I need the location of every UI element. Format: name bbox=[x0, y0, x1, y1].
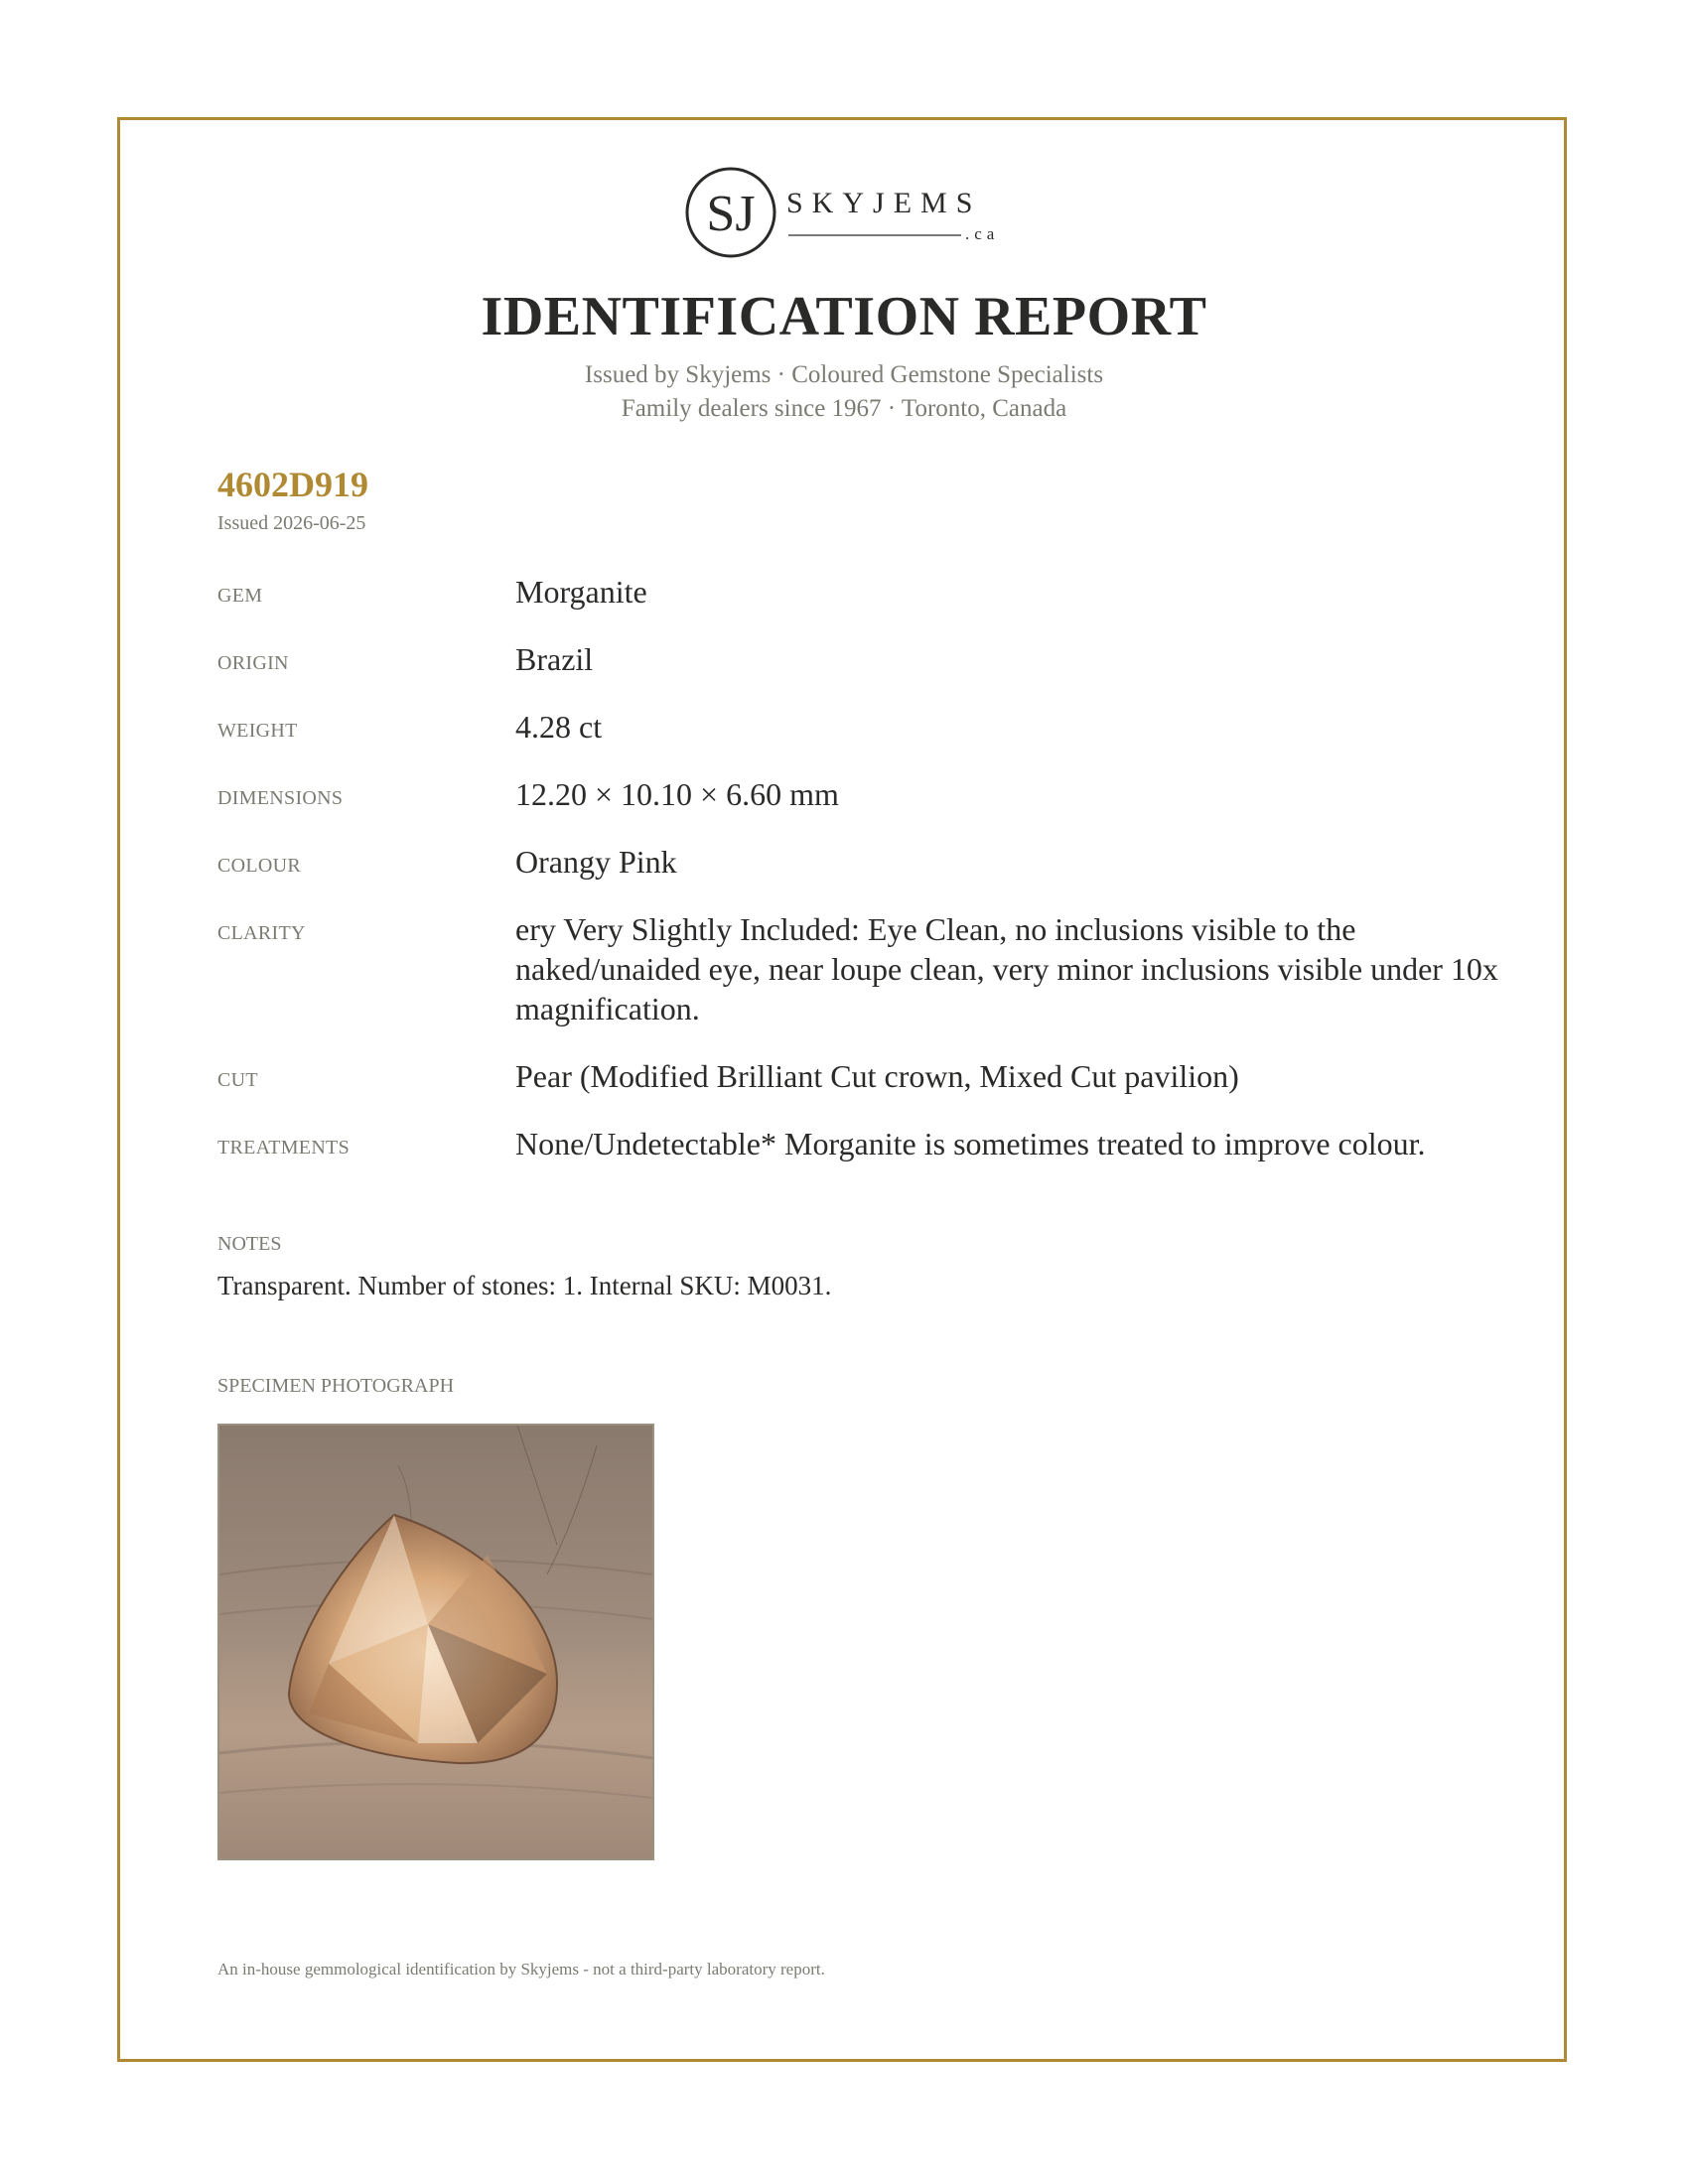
field-row-cut bbox=[217, 1056, 1488, 1096]
report-subtitle-issuer: Issued by Skyjems · Coloured Gemstone Specialists bbox=[584, 361, 1104, 388]
field-row-dimensions bbox=[217, 774, 1488, 814]
field-label: DIMENSIONS bbox=[217, 787, 344, 809]
field-label: COLOUR bbox=[217, 855, 302, 877]
photo-label: SPECIMEN PHOTOGRAPH bbox=[217, 1375, 455, 1397]
specimen-photo bbox=[217, 1424, 654, 1860]
disclaimer-footer: An in-house gemmological identification by Skyjems - not a third-party laboratory report. bbox=[217, 1960, 825, 1979]
logo-monogram: SJ bbox=[706, 186, 756, 242]
issue-date: Issued 2026-06-25 bbox=[217, 512, 366, 534]
report-id: 4602D919 bbox=[217, 465, 368, 504]
field-row-colour bbox=[217, 842, 1488, 882]
field-label: CLARITY bbox=[217, 922, 306, 944]
field-row-origin bbox=[217, 639, 1488, 679]
report-subtitle-location: Family dealers since 1967 · Toronto, Canada bbox=[621, 395, 1067, 422]
field-value: None/Undetectable* Morganite is sometimes treated to improve colour. bbox=[515, 1126, 1426, 1161]
field-row-gem bbox=[217, 572, 1488, 612]
report-title: IDENTIFICATION REPORT bbox=[481, 286, 1207, 347]
logo-wordmark: SKYJEMS bbox=[786, 187, 982, 219]
field-value: 4.28 ct bbox=[515, 709, 603, 745]
field-value: Morganite bbox=[515, 574, 647, 610]
field-value: 12.20 × 10.10 × 6.60 mm bbox=[515, 776, 839, 812]
logo-domain: .ca bbox=[965, 224, 1000, 243]
skyjems-logo bbox=[683, 163, 1011, 262]
pear-gemstone-photo-icon bbox=[219, 1426, 652, 1858]
notes-label: NOTES bbox=[217, 1233, 282, 1255]
field-value: ery Very Slightly Included: Eye Clean, no inclusions visible to the naked/unaided eye, near loupe clean, very minor inclusions visible under 10x magnification. bbox=[515, 911, 1498, 1026]
field-label: ORIGIN bbox=[217, 652, 289, 674]
notes-text: Transparent. Number of stones: 1. Internal SKU: M0031. bbox=[217, 1271, 832, 1300]
field-row-treatments bbox=[217, 1124, 1488, 1163]
field-label: GEM bbox=[217, 585, 263, 607]
field-value: Brazil bbox=[515, 641, 594, 677]
field-value: Pear (Modified Brilliant Cut crown, Mixed Cut pavilion) bbox=[515, 1058, 1239, 1094]
field-label: TREATMENTS bbox=[217, 1137, 350, 1159]
field-row-weight bbox=[217, 707, 1488, 747]
gem-details-table bbox=[217, 572, 1498, 1191]
field-row-clarity bbox=[217, 909, 1498, 1028]
field-label: WEIGHT bbox=[217, 720, 298, 742]
field-value: Orangy Pink bbox=[515, 844, 677, 880]
field-label: CUT bbox=[217, 1069, 258, 1091]
